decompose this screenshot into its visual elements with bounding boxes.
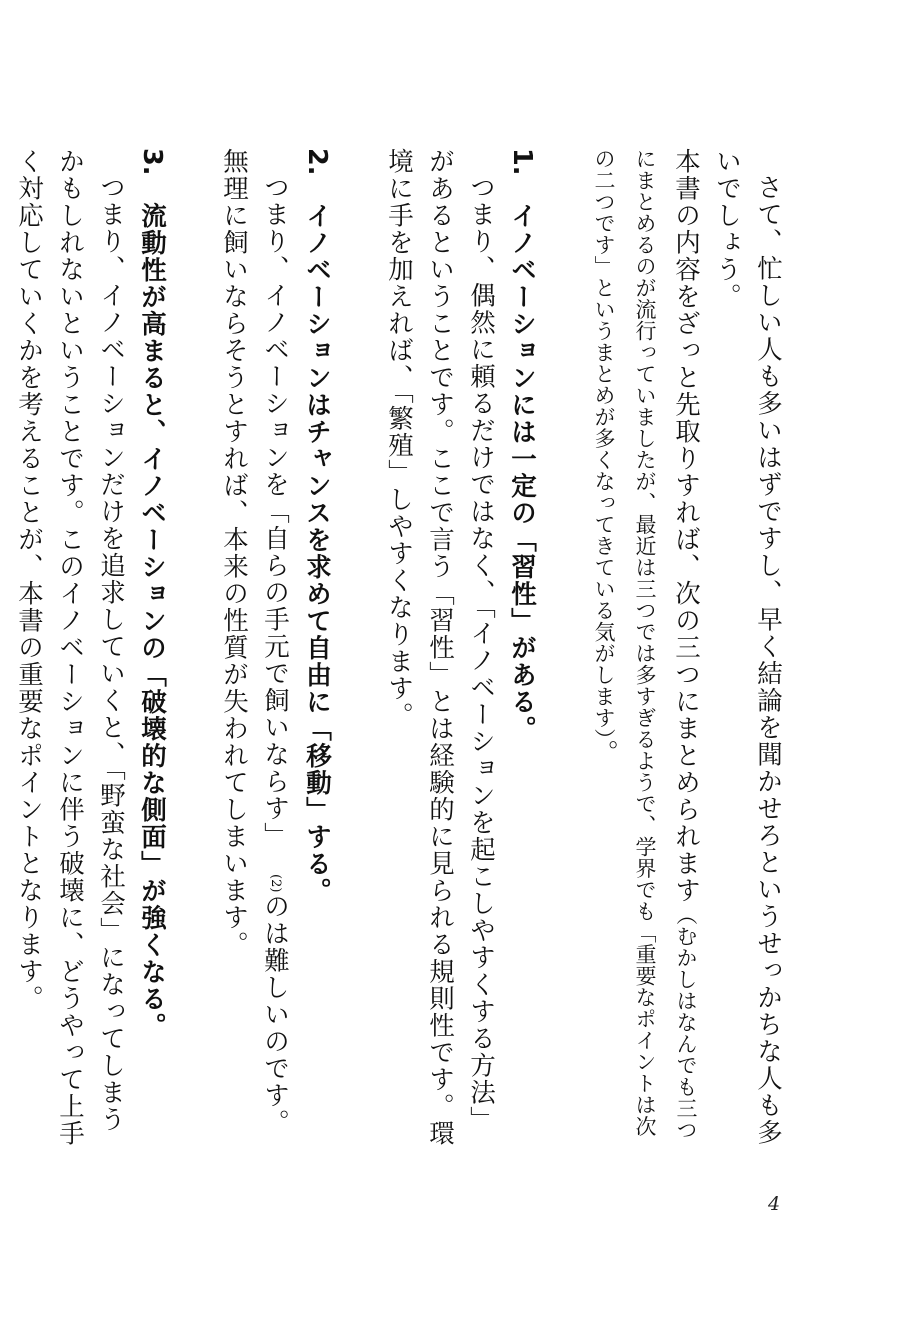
point-2-heading-text: イノベーションはチャンスを求めて自由に「移動」する。: [302, 202, 332, 905]
point-2-body-text-a: つまり、イノベーションを「自らの手元で飼いならす」: [260, 173, 290, 849]
section-spacer: [542, 148, 583, 1148]
intro-paragraph-1: [706, 148, 788, 1148]
point-2-heading: [296, 148, 337, 1148]
point-2-body: [213, 148, 296, 1148]
point-1-heading: [501, 148, 542, 1148]
point-3-body: [8, 148, 131, 1148]
intro-line-1: さて、忙しい人も多いはずですし、早く結論を聞かせろというせっかちな人も多いでしょう。: [712, 148, 783, 1146]
point-3-heading-text: 流動性が高まると、イノベーションの「破壊的な側面」が強くなる。: [137, 202, 167, 1040]
point-3-body-text: つまり、イノベーションだけを追求していくと、「野蛮な社会」になってしまうかもしれないということです。このイノベーションに伴う破壊に、どうやって上手く対応していくかを考えることが、本書の重要なポイントとなります。: [14, 148, 126, 1147]
intro-parenthetical: （むかしはなんでも三つにまとめるのが流行っていましたが、最近は三つでは多すぎるようで、学界でも「重要なポイントは次の二つです」というまとめが多くなってきている気がします）: [592, 148, 698, 1141]
point-1-heading-text: イノベーションには一定の「習性」がある。: [507, 202, 537, 743]
point-1-body: [378, 148, 501, 1148]
intro-paragraph-2: [583, 148, 706, 1148]
point-1-number: 1.: [507, 148, 537, 176]
point-2-number: 2.: [302, 148, 332, 176]
vertical-body-text: [8, 148, 788, 1148]
point-3-heading: [131, 148, 172, 1148]
section-spacer: [172, 148, 213, 1148]
point-2-body-text-b: のは難しいのです。無理に飼いならそうとすれば、本来の性質が失われてしまいます。: [219, 148, 290, 1136]
page-number: 4: [768, 1193, 781, 1215]
section-spacer: [337, 148, 378, 1148]
intro-line-2-end: 。: [589, 739, 619, 767]
point-3-number: 3.: [137, 148, 167, 176]
footnote-marker: (2): [268, 874, 283, 893]
intro-line-2: 本書の内容をざっと先取りすれば、次の三つにまとめられます: [671, 148, 701, 904]
point-1-body-text: つまり、偶然に頼るだけではなく、「イノベーションを起こしやすくする方法」があるということです。ここで言う「習性」とは経験的に見られる規則性です。環境に手を加えれば、「繁殖」しやすくなります。: [384, 148, 496, 1147]
